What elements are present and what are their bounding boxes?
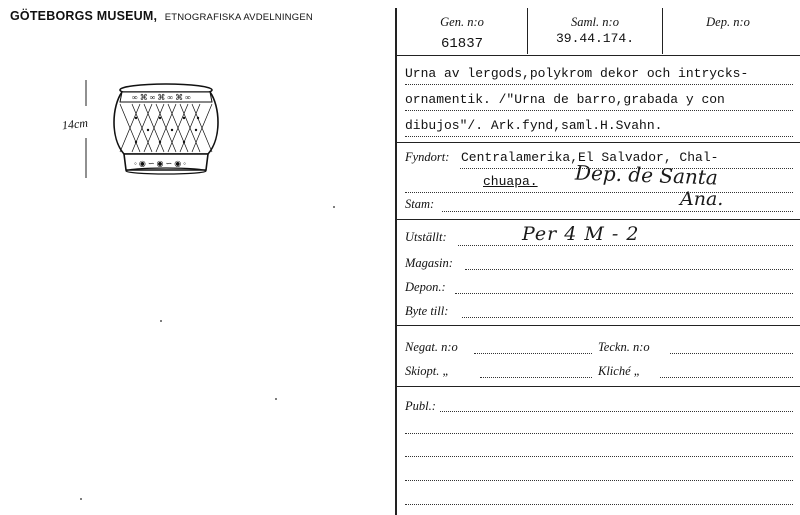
fyndort-rule (460, 168, 793, 169)
museum-header (10, 9, 313, 23)
description-rule (405, 110, 793, 111)
header-row-divider (396, 55, 800, 56)
card-left-border (395, 8, 397, 515)
publ-rule (405, 456, 793, 457)
saml-label: Saml. n:o (571, 15, 619, 29)
publ-label: Publ.: (405, 399, 436, 413)
urn-drawing (80, 78, 230, 193)
skiopt-rule (480, 377, 592, 378)
description-rule (405, 84, 793, 85)
paper-speck (333, 206, 335, 208)
section-divider (396, 219, 800, 220)
saml-value: 39.44.174. (555, 31, 634, 46)
depon-rule (455, 293, 793, 294)
fyndort-handwritten-2: Ana. (680, 188, 724, 210)
svg-text:◦ ◉ ∽ ◉ ∽ ◉ ◦: ◦ ◉ ∽ ◉ ∽ ◉ ◦ (134, 159, 187, 168)
paper-speck (80, 498, 82, 500)
byte-label: Byte till: (405, 304, 449, 318)
urn-sketch-icon (80, 78, 230, 188)
negat-label: Negat. n:o (405, 340, 458, 354)
magasin-rule (465, 269, 793, 270)
publ-rule (405, 480, 793, 481)
stam-rule (442, 211, 793, 212)
utstallt-label: Utställt: (405, 230, 447, 244)
teckn-rule (670, 353, 793, 354)
section-divider (396, 386, 800, 387)
publ-rule (405, 433, 793, 434)
utstallt-value: Per 4 M - 2 (522, 223, 640, 245)
negat-rule (474, 353, 592, 354)
gen-label: Gen. n:o (440, 15, 484, 29)
depon-label: Depon.: (405, 280, 446, 294)
section-divider (396, 325, 800, 326)
stam-label: Stam: (405, 197, 435, 211)
kliche-label: Kliché „ (598, 364, 641, 378)
description-rule (405, 136, 793, 137)
publ-rule (440, 411, 793, 412)
height-label: 14cm (61, 115, 89, 133)
gen-value: 61837 (440, 36, 483, 52)
dep-label: Dep. n:o (706, 15, 750, 29)
department-name: ETNOGRAFISKA AVDELNINGEN (164, 12, 313, 23)
kliche-rule (660, 377, 793, 378)
paper-speck (160, 320, 162, 322)
fyndort-handwritten-1: Dep. de Santa (574, 160, 719, 190)
teckn-label: Teckn. n:o (598, 340, 650, 354)
publ-rule (405, 504, 793, 505)
description-line-2: ornamentik. /"Urna de barro,grabada y con (405, 92, 725, 107)
museum-name: GÖTEBORGS MUSEUM, (10, 9, 158, 23)
svg-text:∞ ⌘ ∞ ⌘ ∞ ⌘ ∞: ∞ ⌘ ∞ ⌘ ∞ ⌘ ∞ (132, 93, 191, 102)
description-line-1: Urna av lergods,polykrom dekor och intrycks- (405, 66, 749, 81)
fyndort-rule (405, 192, 793, 193)
byte-rule (462, 317, 793, 318)
paper-speck (275, 398, 277, 400)
fyndort-line-1: Centralamerika,El Salvador, Chal- (461, 150, 719, 165)
utstallt-rule (458, 245, 793, 246)
magasin-label: Magasin: (405, 256, 453, 270)
fyndort-line-2: chuapa. (483, 174, 538, 189)
section-divider (396, 142, 800, 143)
fyndort-label: Fyndort: (405, 150, 450, 164)
description-line-3: dibujos"/. Ark.fynd,saml.H.Svahn. (405, 118, 663, 133)
skiopt-label: Skiopt. „ (405, 364, 450, 378)
